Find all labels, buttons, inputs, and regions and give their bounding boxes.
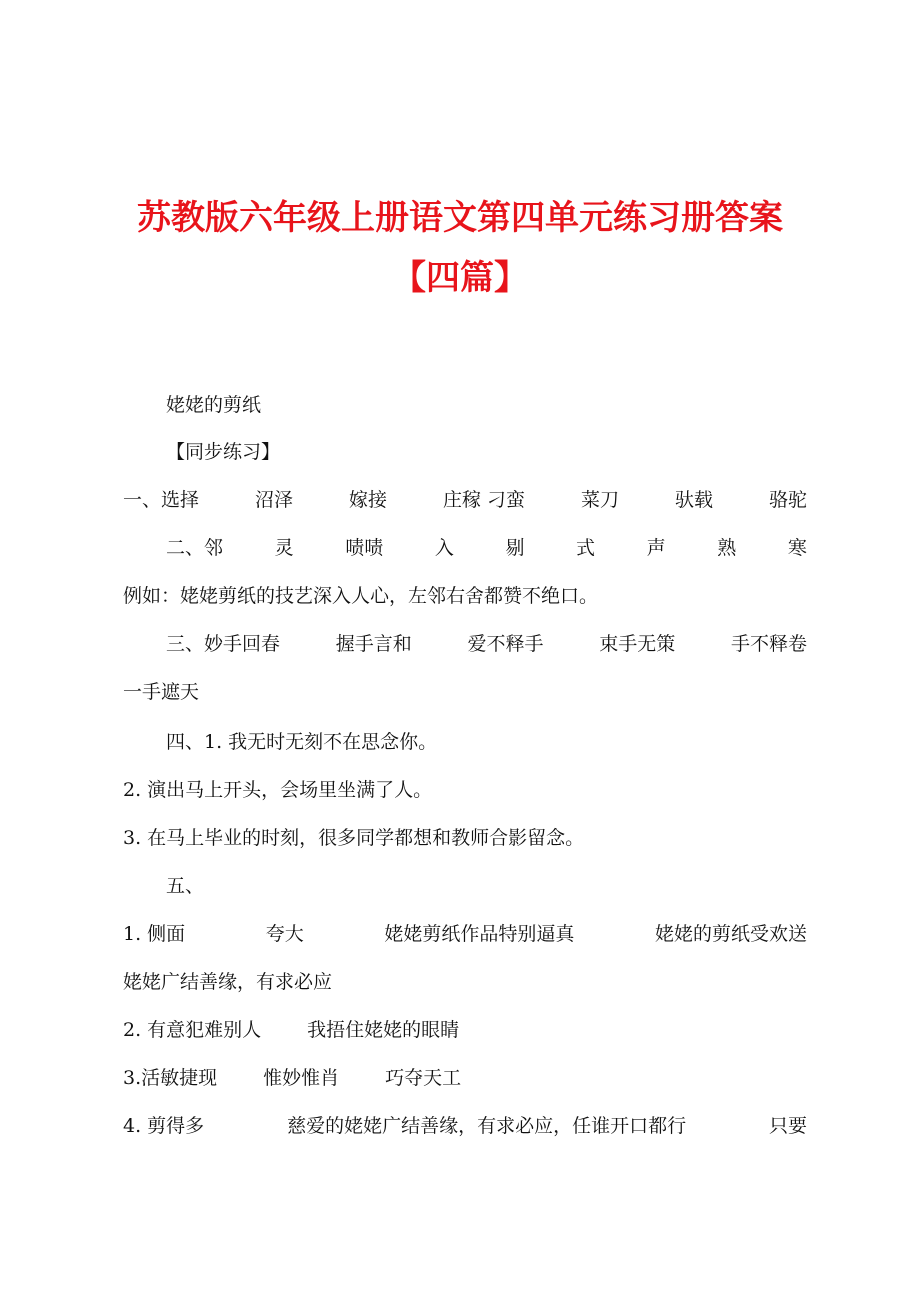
- document-title-line1: 苏教版六年级上册语文第四单元练习册答案: [137, 198, 783, 238]
- question-2-row: [166, 536, 807, 560]
- question-2-label: 二、邻: [166, 537, 224, 559]
- q5-a4-part: 只要: [768, 1115, 807, 1137]
- q5-a2-part: 我捂住姥姥的眼睛: [307, 1019, 460, 1041]
- q5-a1-part: 姥姥剪纸作品特别逼真: [384, 923, 575, 945]
- document-title-line2: 【四篇】: [392, 258, 528, 298]
- q2-word: 熟: [717, 537, 737, 559]
- q5-a1-part: 姥姥的剪纸受欢送: [654, 923, 807, 945]
- q5-a1-part: 1. 侧面: [123, 923, 186, 945]
- question-5-answer-1: [123, 922, 807, 946]
- question-5-label: 五、: [166, 875, 205, 897]
- question-1-row: [123, 488, 807, 512]
- question-3-continuation: 一手遮天: [123, 681, 200, 703]
- q2-word: 灵: [274, 537, 294, 559]
- question-3-label: 三、妙手回春: [166, 633, 281, 655]
- q2-word: 入: [434, 537, 454, 559]
- q3-idiom: 束手无策: [599, 633, 676, 655]
- q5-a3-part: 惟妙惟肖: [263, 1067, 340, 1089]
- section-heading: 【同步练习】: [166, 441, 281, 463]
- q2-word: 啧啧: [345, 537, 384, 559]
- q5-a1-part: 夸大: [265, 923, 304, 945]
- q5-a4-part: 慈爱的姥姥广结善缘，有求必应，任谁开口都行: [287, 1115, 687, 1137]
- question-2-example: 例如：姥姥剪纸的技艺深入人心，左邻右舍都赞不绝口。: [123, 585, 599, 607]
- question-5-answer-3: [123, 1066, 807, 1090]
- question-4-line-3: 3. 在马上毕业的时刻，很多同学都想和教师合影留念。: [123, 827, 585, 849]
- question-5-answer-4: [123, 1114, 807, 1138]
- question-1-label: 一、选择: [123, 489, 200, 511]
- q5-a3-part: 3.活敏捷现: [123, 1067, 218, 1089]
- q2-word: 剔: [505, 537, 525, 559]
- q5-a3-part: 巧夺天工: [385, 1067, 462, 1089]
- q1-word: 菜刀: [581, 489, 620, 511]
- q1-word-pair: 庄稼 刁蛮: [442, 489, 526, 511]
- question-4-line-1: 四、1. 我无时无刻不在思念你。: [166, 731, 438, 753]
- q1-word: 嫁接: [348, 489, 387, 511]
- q1-word: 驮载: [674, 489, 713, 511]
- question-5-answer-1-continuation: 姥姥广结善缘，有求必应: [123, 971, 333, 993]
- q3-idiom: 爱不释手: [467, 633, 544, 655]
- question-3-row: [166, 632, 807, 656]
- q3-idiom: 手不释卷: [730, 633, 807, 655]
- q2-word: 声: [646, 537, 666, 559]
- q2-word: 式: [576, 537, 596, 559]
- lesson-title: 姥姥的剪纸: [166, 394, 262, 416]
- question-4-line-2: 2. 演出马上开头，会场里坐满了人。: [123, 779, 433, 801]
- q1-word: 沼泽: [254, 489, 293, 511]
- q3-idiom: 握手言和: [335, 633, 412, 655]
- q1-word: 骆驼: [768, 489, 807, 511]
- q5-a2-part: 2. 有意犯难别人: [123, 1019, 262, 1041]
- q2-word: 寒: [787, 537, 807, 559]
- q5-a4-part: 4. 剪得多: [123, 1115, 205, 1137]
- question-5-answer-2: [123, 1018, 807, 1042]
